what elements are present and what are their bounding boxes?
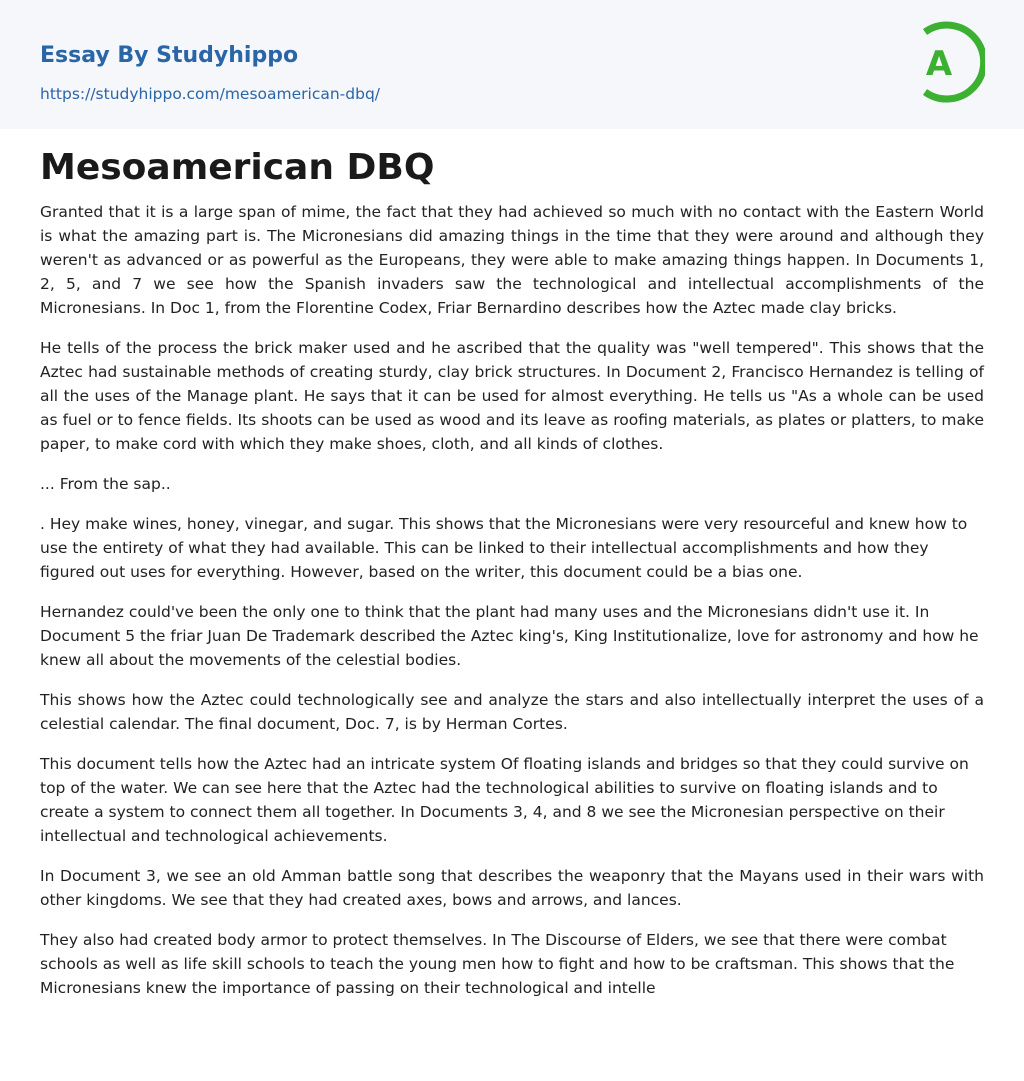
- brand-title[interactable]: Essay By Studyhippo: [40, 43, 299, 68]
- paragraph: Granted that it is a large span of mime, the fact that they had achieved so much with no contact with the Eastern World is what the amazing part is. The Micronesians did amazing things in the time that they were around and although they weren't as advanced or as powerful as the Europeans, they were able to make amazing things happen. In Documents 1, 2, 5, and 7 we see how the Spanish invaders saw the technological and intellectual accomplishments of the Micronesians. In Doc 1, from the Florentine Codex, Friar Bernardino describes how the Aztec made clay bricks.: [40, 203, 984, 317]
- site-header: [0, 0, 1024, 129]
- logo-letter: A: [925, 44, 953, 84]
- essay-title: Mesoamerican DBQ: [40, 147, 435, 188]
- paragraph: He tells of the process the brick maker used and he ascribed that the quality was "well tempered". This shows that the Aztec had sustainable methods of creating sturdy, clay brick structures. In Document 2, Francisco Hernandez is telling of all the uses of the Manage plant. He says that it can be used for almost everything. He tells us "As a whole can be used as fuel or to fence fields. Its shoots can be used as wood and its leave as roofing materials, as plates or platters, to make paper, to make cord with which they make shoes, cloth, and all kinds of clothes.: [40, 339, 984, 453]
- paragraph: They also had created body armor to protect themselves. In The Discourse of Elders, we see that there were combat schools as well as life skill schools to teach the young men how to fight and how to be craftsman. This shows that the Micronesians knew the importance of passing on their technological and intelle: [40, 931, 955, 997]
- paragraph: Hernandez could've been the only one to think that the plant had many uses and the Micronesians didn't use it. In Document 5 the friar Juan De Trademark described the Aztec king's, King Institutionalize, love for astronomy and how he knew all about the movements of the celestial bodies.: [40, 603, 979, 669]
- paragraph: In Document 3, we see an old Amman battle song that describes the weaponry that the Mayans used in their wars with other kingdoms. We see that they had created axes, bows and arrows, and lances.: [40, 867, 984, 909]
- essay-body: [40, 200, 984, 1016]
- studyhippo-logo-icon[interactable]: [911, 19, 985, 105]
- paragraph: . Hey make wines, honey, vinegar, and sugar. This shows that the Micronesians were very resourceful and knew how to use the entirety of what they had available. This can be linked to their intellectual accomplishments and how they figured out uses for everything. However, based on the writer, this document could be a bias one.: [40, 515, 968, 581]
- paragraph: ... From the sap..: [40, 475, 171, 493]
- paragraph: This document tells how the Aztec had an intricate system Of floating islands and bridges so that they could survive on top of the water. We can see here that the Aztec had the technological abilities to survive on floating islands and to create a system to connect them all together. In Documents 3, 4, and 8 we see the Micronesian perspective on their intellectual and technological achievements.: [40, 755, 969, 845]
- paragraph: This shows how the Aztec could technologically see and analyze the stars and also intellectually interpret the uses of a celestial calendar. The final document, Doc. 7, is by Herman Cortes.: [40, 691, 984, 733]
- source-url-link[interactable]: https://studyhippo.com/mesoamerican-dbq/: [40, 85, 381, 103]
